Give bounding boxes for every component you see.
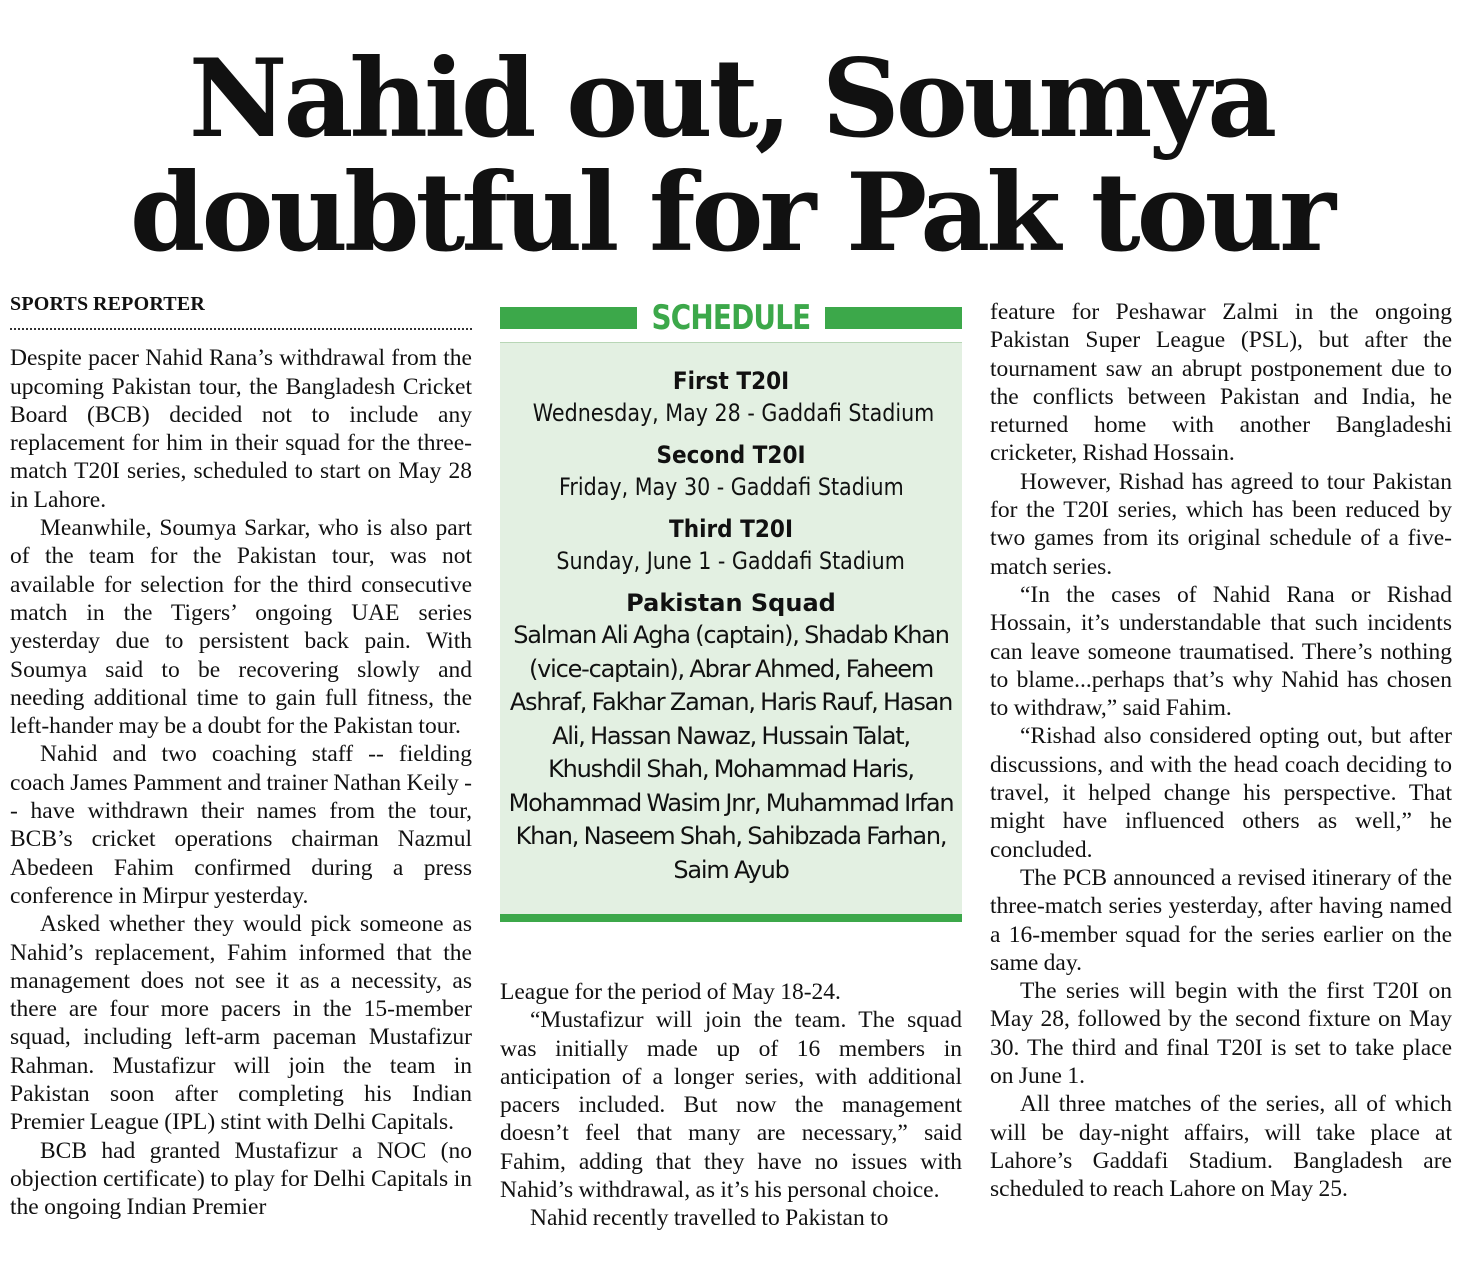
headline-line-1: Nahid out, Soumya [188, 36, 1274, 162]
schedule-bar-right [825, 307, 962, 329]
schedule-body [500, 342, 962, 922]
match-detail: Wednesday, May 28 - Gaddafi Stadium [532, 399, 935, 427]
paragraph: BCB had granted Mustafizur a NOC (no objection certificate) to play for Delhi Capitals in the ongoing Indian Premier [10, 1137, 472, 1221]
headline [0, 36, 1462, 276]
paragraph: Nahid and two coaching staff -- fielding coach James Pamment and trainer Nathan Keily -- have withdrawn their names from the tour, BCB’s cricket operations chairman Nazmul Abedeen Fahim confirmed during a press conference in Mirpur yesterday. [10, 741, 472, 909]
article-column-1 [10, 290, 472, 1222]
paragraph: The series will begin with the first T20I on May 28, followed by the second fixture on May 30. The third and final T20I is set to take place on June 1. [990, 978, 1452, 1090]
schedule-bar-left [500, 307, 637, 329]
article-column-2 [500, 978, 962, 1233]
headline-line-2: doubtful for Pak tour [129, 150, 1333, 276]
match-title: First T20I [672, 367, 790, 395]
paragraph: “Mustafizur will join the team. The squad was initially made up of 16 members in anticipation of a longer series, with additional pacers included. But now the management doesn’t feel that many are necessary,” said Fahim, adding that they have no issues with Nahid’s withdrawal, as it’s his personal choice. [500, 1007, 962, 1204]
paragraph: Nahid recently travelled to Pakistan to [530, 1205, 889, 1232]
paragraph: “In the cases of Nahid Rana or Rishad Hossain, it’s understandable that such incidents can leave someone traumatised. There’s nothing to blame...perhaps that’s why Nahid has chosen to withdraw,” said Fahim. [990, 581, 1452, 722]
match-third [500, 513, 962, 577]
match-detail: Sunday, June 1 - Gaddafi Stadium [556, 547, 906, 575]
paragraph: All three matches of the series, all of which will be day-night affairs, will take place at Lahore’s Gaddafi Stadium. Bangladesh are scheduled to reach Lahore on May 25. [990, 1091, 1452, 1203]
match-first [500, 365, 962, 429]
match-title: Third T20I [668, 515, 793, 543]
paragraph: Meanwhile, Soumya Sarkar, who is also part of the team for the Pakistan tour, was not available for selection for the third consecutive match in the Tigers’ ongoing UAE series yesterday due to persistent back pain. With Soumya said to be recovering slowly and needing additional time to gain full fitness, the left-hander may be a doubt for the Pakistan tour. [10, 515, 472, 740]
schedule-header [500, 296, 962, 340]
match-second [500, 439, 962, 503]
paragraph: “Rishad also considered opting out, but after discussions, and with the head coach deciding to travel, it helped change his perspective. That might have influenced others as well,” he concluded. [990, 723, 1452, 863]
schedule-box [500, 296, 962, 932]
schedule-title: SCHEDULE [651, 298, 811, 338]
squad-title: Pakistan Squad [626, 589, 836, 617]
paragraph: League for the period of May 18-24. [500, 979, 841, 1005]
paragraph: The PCB announced a revised itinerary of the three-match series yesterday, after having named a 16-member squad for the series earlier on the same day. [990, 864, 1452, 976]
byline: SPORTS REPORTER [10, 290, 472, 330]
paragraph: feature for Peshawar Zalmi in the ongoing Pakistan Super League (PSL), but after the tournament saw an abrupt postponement due to the conflicts between Pakistan and India, he returned home with another Bangladeshi cricketer, Rishad Hossain. [990, 299, 1452, 467]
squad-list: Salman Ali Agha (captain), Shadab Khan (vice-captain), Abrar Ahmed, Faheem Ashraf, Fakhar Zaman, Haris Rauf, Hasan Ali, Hassan Nawaz, Hussain Talat, Khushdil Shah, Mohammad Haris, Mohammad Wasim Jnr, Muhammad Irfan Khan, Naseem Shah, Sahibzada Farhan, Saim Ayub [508, 621, 954, 884]
match-title: Second T20I [656, 441, 806, 469]
paragraph: Despite pacer Nahid Rana’s withdrawal from the upcoming Pakistan tour, the Bangladesh Cricket Board (BCB) decided not to include any replacement for him in their squad for the three-match T20I series, scheduled to start on May 28 in Lahore. [10, 345, 472, 513]
paragraph: However, Rishad has agreed to tour Pakistan for the T20I series, which has been reduced by two games from its original schedule of a five-match series. [990, 468, 1452, 580]
article-column-3 [990, 298, 1452, 1204]
paragraph: Asked whether they would pick someone as Nahid’s replacement, Fahim informed that the management does not see it as a necessity, as there are four more pacers in the 15-member squad, including left-arm paceman Mustafizur Rahman. Mustafizur will join the team in Pakistan soon after completing his Indian Premier League (IPL) stint with Delhi Capitals. [10, 911, 472, 1136]
match-detail: Friday, May 30 - Gaddafi Stadium [558, 473, 904, 501]
